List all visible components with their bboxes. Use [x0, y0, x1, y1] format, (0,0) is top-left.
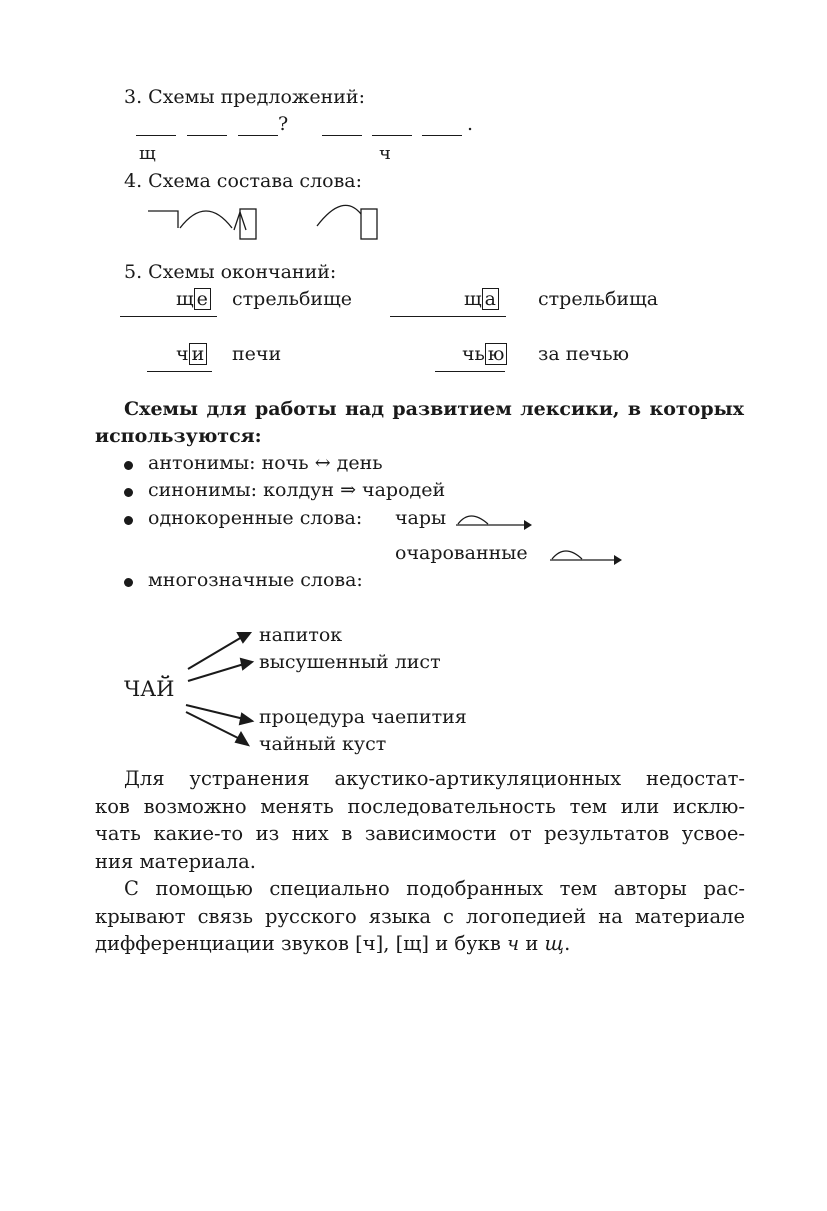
polysemy-root: ЧАЙ — [124, 677, 175, 701]
bullet-polysemy: многозначные слова: — [148, 569, 363, 591]
root-arrow-icon — [456, 510, 536, 532]
meaning-4: чайный куст — [259, 733, 387, 755]
bullet-synonyms: синонимы: колдун ⇒ чародей — [148, 479, 446, 501]
example-word: за печью — [538, 343, 630, 365]
example-word: печи — [232, 343, 282, 365]
bullet-icon — [124, 461, 133, 470]
ending-box: а — [482, 288, 499, 310]
root-arc — [180, 211, 232, 228]
bullet-antonyms: антонимы: ночь ↔ день — [148, 452, 383, 474]
double-arrow-icon: ↔ — [314, 452, 331, 474]
lexicon-heading-line2: используются: — [95, 425, 262, 447]
meaning-1: напиток — [259, 624, 343, 646]
root-arc-2 — [317, 205, 361, 226]
cognate-word-2: очарованные — [395, 542, 528, 564]
section-5-heading: 5. Схемы окончаний: — [124, 261, 337, 283]
implies-arrow-icon: ⇒ — [340, 479, 356, 501]
section-4-heading: 4. Схема состава слова: — [124, 170, 363, 192]
root-arrow-icon — [550, 545, 630, 567]
cognate-word-1: чары — [395, 507, 447, 529]
bullet-icon — [124, 516, 133, 525]
ending-box: ю — [485, 343, 508, 365]
meaning-2: высушенный лист — [259, 651, 441, 673]
word-composition-scheme — [140, 200, 400, 246]
example-word: стрельбище — [232, 288, 352, 310]
meaning-3: процедура чаепития — [259, 706, 467, 728]
prefix-mark — [148, 211, 178, 228]
ending-box: и — [189, 343, 208, 365]
bullet-icon — [124, 488, 133, 497]
period: . — [467, 113, 474, 135]
stem: щ — [176, 288, 194, 310]
ending-box: е — [194, 288, 211, 310]
stem: ч — [176, 343, 189, 365]
question-mark: ? — [278, 113, 289, 135]
ending-box — [240, 209, 256, 239]
ending-box-2 — [361, 209, 377, 239]
bullet-icon — [124, 578, 133, 587]
stem: щ — [464, 288, 482, 310]
paragraph-1: Для устранения акустико-артикуляционных недостат- ков возможно менять последовательность тем или исклю- чать какие-то из них в зависимости от результатов усвое- ния материала. — [95, 767, 745, 873]
bullet-cognates-label: однокоренные слова: — [148, 507, 363, 529]
section-3-heading: 3. Схемы предложений: — [124, 86, 365, 108]
letter-ch: ч — [379, 143, 391, 164]
stem: чь — [462, 343, 485, 365]
polysemy-arrows — [180, 625, 260, 750]
example-word: стрельбища — [538, 288, 659, 310]
paragraph-2: С помощью специально подобранных тем авторы рас- крывают связь русского языка с логопедией на материале дифференциации звуков [ч], [щ] и букв ч и щ. — [95, 877, 745, 955]
lexicon-heading-line1: Схемы для работы над развитием лексики, в которых — [124, 398, 744, 420]
letter-shch: щ — [139, 143, 156, 164]
